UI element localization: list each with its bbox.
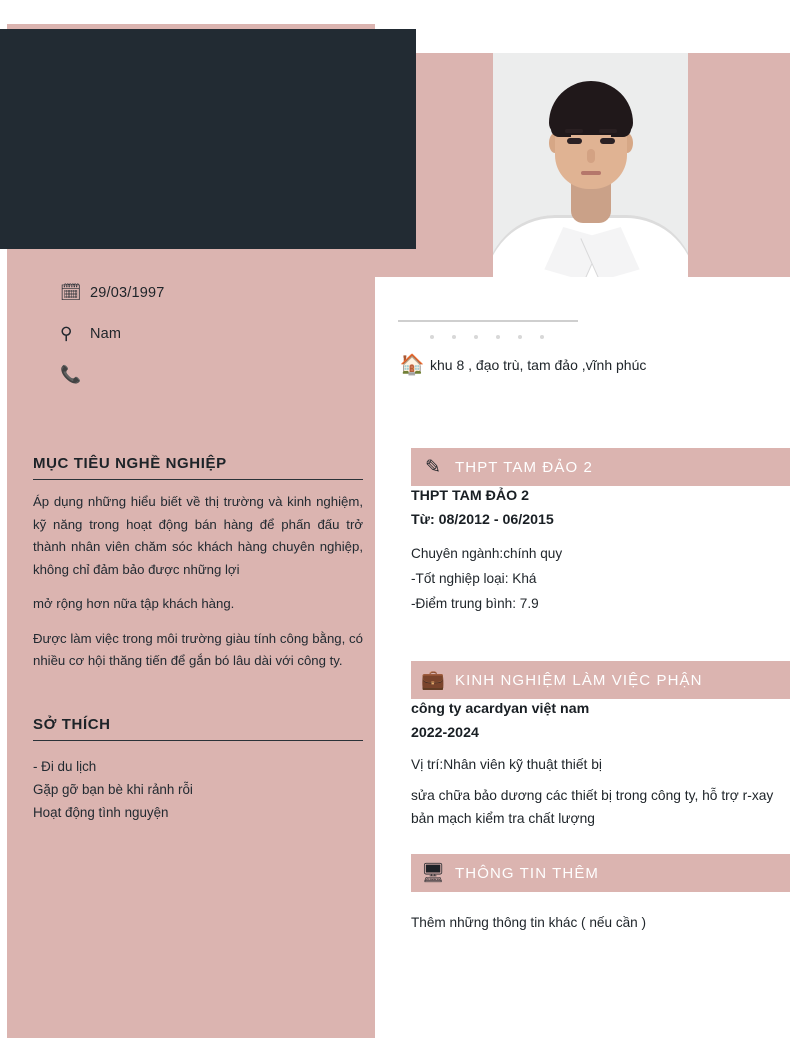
list-item: Gặp gỡ bạn bè khi rảnh rỗi xyxy=(33,782,193,797)
gender-icon: ⚲ xyxy=(60,324,73,343)
education-school: THPT TAM ĐẢO 2 xyxy=(411,488,529,504)
experience-role: Vị trí:Nhân viên kỹ thuật thiết bị xyxy=(411,757,602,772)
section-bar-experience xyxy=(411,661,790,699)
home-icon: 🏠 xyxy=(399,354,425,376)
experience-period: 2022-2024 xyxy=(411,725,479,741)
additional-block xyxy=(411,910,785,935)
experience-description: sửa chữa bảo dương các thiết bị trong công ty, hỗ trợ r-xay bản mạch kiểm tra chất lượng xyxy=(411,788,774,826)
section-title-education: THPT TAM ĐẢO 2 xyxy=(455,458,593,476)
education-block xyxy=(411,484,785,616)
section-bar-additional xyxy=(411,854,790,892)
briefcase-icon: 💼 xyxy=(421,670,445,691)
address-value: khu 8 , đạo trù, tam đảo ,vĩnh phúc xyxy=(430,356,647,373)
name-header-panel xyxy=(0,29,416,249)
section-hobbies xyxy=(33,716,363,824)
phone-value xyxy=(90,367,96,383)
gender-value: Nam xyxy=(90,325,122,342)
obscured-contact-dots xyxy=(430,326,570,334)
page-margin-right xyxy=(790,0,800,1064)
list-item xyxy=(60,354,360,395)
birthdate-value: 29/03/1997 xyxy=(90,284,165,301)
objective-paragraph: mở rộng hơn nữa tập khách hàng. xyxy=(33,596,235,611)
calendar-icon: 🗓 xyxy=(60,283,82,302)
list-item xyxy=(60,272,360,313)
obscured-contact-line xyxy=(398,320,578,322)
experience-block xyxy=(411,697,785,830)
pen-icon: ✎ xyxy=(425,456,441,478)
list-item: - Đi du lịch xyxy=(33,759,97,774)
section-bar-education xyxy=(411,448,790,486)
section-objective xyxy=(33,455,363,673)
personal-info-list xyxy=(60,272,360,395)
section-title-experience: KINH NGHIỆM LÀM VIỆC PHẬN xyxy=(455,671,703,689)
objective-paragraph: Áp dụng những hiểu biết về thị trường và kinh nghiệm, kỹ năng trong hoạt động bán hàng để phấn đấu trở thành nhân viên chăm sóc khách hàng chuyên nghiệp, không chỉ đảm bảo được những lợi xyxy=(33,494,363,577)
additional-text: Thêm những thông tin khác ( nếu cần ) xyxy=(411,915,647,930)
page-margin-top xyxy=(0,0,800,24)
hobbies-list xyxy=(33,755,363,824)
address-row xyxy=(394,352,646,377)
education-grade: -Tốt nghiệp loại: Khá xyxy=(411,571,537,586)
phone-icon: 📞 xyxy=(60,365,82,384)
monitor-icon: 🖥 xyxy=(420,863,446,884)
section-title-additional: THÔNG TIN THÊM xyxy=(455,864,600,882)
page-margin-bottom xyxy=(0,1038,800,1064)
objective-paragraph: Được làm việc trong môi trường giàu tính công bằng, có nhiều cơ hội thăng tiến để gắn bó lâu dài với công ty. xyxy=(33,630,363,668)
education-period: Từ: 08/2012 - 06/2015 xyxy=(411,512,554,528)
education-major: Chuyên ngành:chính quy xyxy=(411,546,563,561)
profile-photo xyxy=(493,53,688,277)
objective-body xyxy=(33,491,363,673)
section-title-hobbies: SỞ THÍCH xyxy=(33,716,363,741)
education-gpa: -Điểm trung bình: 7.9 xyxy=(411,596,539,611)
list-item xyxy=(60,313,360,354)
experience-company: công ty acardyan việt nam xyxy=(411,701,590,717)
list-item: Hoạt động tình nguyện xyxy=(33,805,169,820)
section-title-objective: MỤC TIÊU NGHỀ NGHIỆP xyxy=(33,455,363,480)
